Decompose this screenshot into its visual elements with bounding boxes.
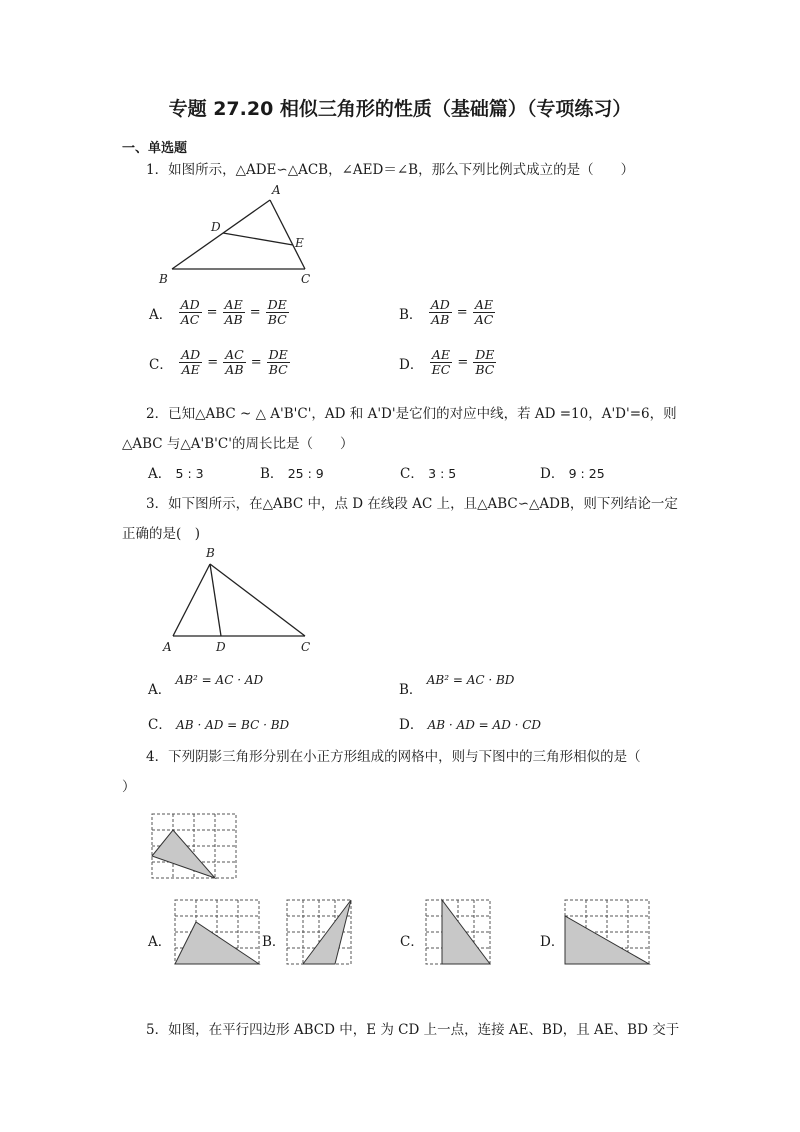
q1-label-b: B	[159, 272, 168, 286]
q2-option-b[interactable]: B． 25 : 9	[260, 466, 324, 482]
q3-option-b[interactable]: B． AB² = AC · BD	[399, 673, 515, 698]
q1-option-c-letter: C．	[149, 356, 173, 373]
q1-label-a: A	[272, 183, 281, 197]
q2-option-c[interactable]: C． 3 : 5	[400, 466, 457, 482]
question-3-line-1: 3．如下图所示，在△ABC 中，点 D 在线段 AC 上，且△ABC∽△ADB，则下列结论一定	[146, 496, 678, 512]
q4-option-b-grid[interactable]	[285, 898, 355, 968]
q4-option-c-label[interactable]: C．	[400, 934, 424, 950]
section-heading: 一、单选题	[122, 141, 188, 156]
question-4-line-2: ）	[122, 779, 136, 795]
q1-option-d-letter: D．	[399, 356, 424, 373]
q1-option-a-letter: A．	[149, 306, 173, 323]
q3-triangle-figure	[160, 545, 325, 655]
page-title: 专题 27.20 相似三角形的性质（基础篇）（专项练习）	[168, 98, 632, 120]
q1-option-c[interactable]: C． $\frac{AD}{AE}$ = $\frac{AC}{AB}$ = $\frac{DE}{BC}$	[149, 347, 288, 378]
q1-option-b-letter: B．	[399, 306, 423, 323]
q3-option-a[interactable]: A． AB² = AC · AD	[148, 673, 264, 698]
question-1-text: 1．如图所示，△ADE∽△ACB，∠AED＝∠B，那么下列比例式成立的是（ ）	[146, 162, 635, 178]
q1-option-d[interactable]: D． $\frac{AE}{EC}$ = $\frac{DE}{BC}$	[399, 347, 495, 378]
q2-option-a[interactable]: A． 5 : 3	[148, 466, 204, 482]
question-2-line-1: 2．已知△ABC ~ △ A'B'C'，AD 和 A'D'是它们的对应中线，若 AD =10，A'D'=6，则	[146, 406, 677, 422]
q4-reference-grid	[150, 812, 238, 882]
q3-label-a: A	[163, 640, 172, 654]
q4-option-a-label[interactable]: A．	[148, 934, 172, 950]
q4-option-a-grid[interactable]	[173, 898, 261, 968]
q4-option-b-label[interactable]: B．	[262, 934, 286, 950]
question-3-line-2: 正确的是( )	[122, 526, 201, 542]
q4-option-d-grid[interactable]	[563, 898, 651, 968]
q4-option-c-grid[interactable]	[424, 898, 494, 968]
question-4-line-1: 4．下列阴影三角形分别在小正方形组成的网格中，则与下图中的三角形相似的是（	[146, 749, 641, 765]
q1-option-b[interactable]: B． $\frac{AD}{AB}$ = $\frac{AE}{AC}$	[399, 297, 494, 328]
q3-label-c: C	[301, 640, 311, 654]
q2-option-d[interactable]: D． 9 : 25	[540, 466, 605, 482]
q3-label-d: D	[216, 640, 226, 654]
q3-option-c[interactable]: C． AB · AD = BC · BD	[148, 717, 290, 733]
q1-label-e: E	[295, 236, 304, 250]
q1-label-c: C	[301, 272, 311, 286]
q1-label-d: D	[211, 220, 221, 234]
q1-option-a[interactable]: A． $\frac{AD}{AC}$ = $\frac{AE}{AB}$ = $\frac{DE}{BC}$	[149, 297, 287, 328]
q3-option-d[interactable]: D． AB · AD = AD · CD	[399, 717, 542, 733]
q4-option-d-label[interactable]: D．	[540, 934, 565, 950]
q1-triangle-figure	[155, 183, 330, 288]
question-2-line-2: △ABC 与△A'B'C'的周长比是（ ）	[122, 436, 354, 452]
q3-label-b: B	[206, 546, 215, 560]
question-5-text: 5．如图，在平行四边形 ABCD 中，E 为 CD 上一点，连接 AE、BD，且 AE、BD 交于	[146, 1022, 680, 1038]
